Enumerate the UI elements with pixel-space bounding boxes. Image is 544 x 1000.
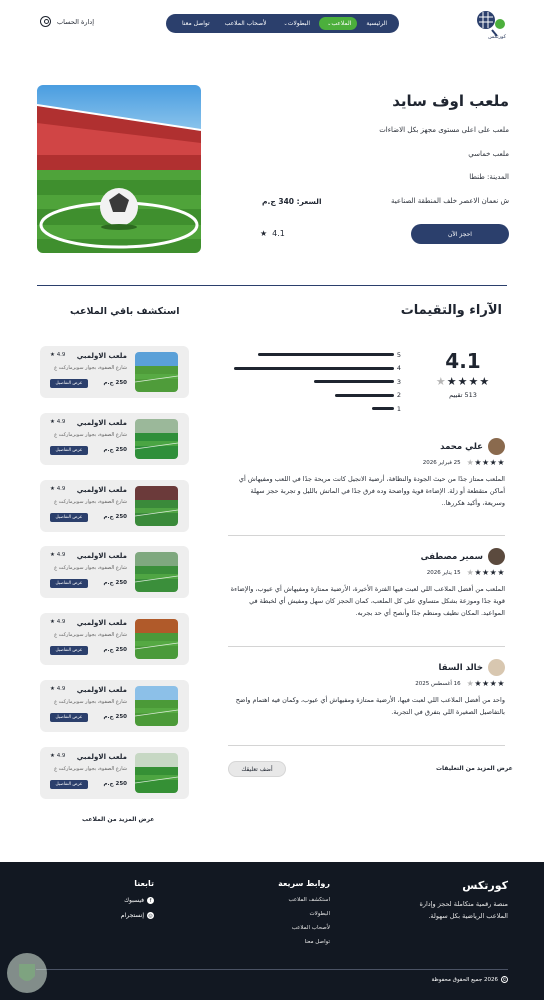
avatar [488,659,505,676]
stadium-card-rating [50,619,65,625]
copyright [431,976,508,983]
star-icon: ★ [479,375,491,388]
stadium-card[interactable] [40,346,189,398]
review-text: واحد من أفضل الملاعب اللي لعبت فيها، الأرضية ممتازة ومفيهاش أي عيوب، وكمان فيه اهتمام واضح بالتفاصيل الصغيرة اللي بتفرق في التجربة. [235,696,505,716]
average-stars [423,375,503,388]
stadium-card-title: ملعب الاولمبي [76,686,127,694]
stadium-card-rating [50,686,65,692]
stadium-card-rating-value: 4.9 [56,552,66,559]
star-icon: ★ [474,568,482,577]
footer-link-tournaments[interactable]: البطولات [309,911,330,917]
stadium-card[interactable] [40,747,189,799]
rating-bar-fill [234,367,394,370]
reviewer-name: علي محمد [440,441,483,452]
nav-item-0[interactable] [360,17,393,30]
more-comments-link[interactable]: عرض المزيد من التعليقات [436,765,513,772]
stadium-card-rating [50,419,65,425]
stadium-card-title: ملعب الاولمبي [76,752,127,761]
add-comment-button[interactable]: أضف تعليقك [228,761,286,777]
review-text: الملعب من أفضل الملاعب اللي لعبت فيها الفترة الأخيرة، الأرضية ممتازة ومفيهاش أي عيوب، والإضاءة قوية جدًا وموزعة بشكل متساوي على كل الملعب، كمان الحجز كان سهل ومفيش أي لخبطة في المواعيد. المكان نظيف ومنظم جدًا وأنصح أي حد بجربه. [230,585,505,617]
stadium-card-image [135,486,178,526]
star-icon: ★ [50,619,57,626]
stadium-card-title: ملعب الاولمبي [76,352,127,360]
stadium-card-address: شارع الصفوة، بجوار سوبرماركت ع [54,699,127,705]
reviews-heading: الآراء والتقيمات [400,303,502,318]
stadium-card-rating-value: 4.9 [56,619,66,626]
star-icon: ★ [50,686,57,692]
star-icon: ★ [474,679,482,688]
stadium-card-rating-value: 4.9 [56,752,66,759]
main-nav [166,14,399,33]
nav-item-label: لأصحاب الملاعب [224,20,267,27]
review-meta [228,458,505,467]
review-divider [228,745,505,746]
stadium-description: ملعب على اعلى مستوى مجهز بكل الاضاءات [379,126,509,134]
star-icon: ★ [466,568,475,577]
star-icon: ★ [474,458,482,467]
rating-bar-row [232,375,404,389]
stadium-card-address: شارع الصفوة، بجوار سوبرماركت ع [54,765,127,772]
review-divider [228,646,505,647]
review-item [228,438,505,509]
stadium-card[interactable] [40,680,189,732]
avatar [488,548,505,565]
stadium-title: ملعب اوف سايد [392,92,509,110]
star-icon: ★ [497,568,505,577]
rating-bar [234,394,394,397]
chevron-down-icon: ⌄ [283,20,288,27]
watermark-shield-icon [4,950,54,996]
nav-item-label: الملاعب [331,20,352,27]
stadium-card-image [135,619,178,659]
stadium-card-image [135,753,178,793]
nav-item-label: تواصل معنا [181,20,210,27]
instagram-label: إنستجرام [120,912,144,919]
review-header [228,438,505,455]
stadium-card-address: شارع الصفوة، بجوار سوبرماركت ع [54,565,127,572]
star-icon: ★ [457,375,469,388]
stadium-photo [37,85,201,253]
stadium-type: ملعب خماسي [468,150,509,158]
star-icon: ★ [260,229,268,238]
stadium-card-address: شارع الصفوة، بجوار سوبرماركت ع [54,431,127,438]
view-details-button[interactable]: عرض التفاصيل [50,446,88,455]
chevron-down-icon: ⌄ [327,20,332,27]
site-footer [0,862,544,1000]
review-header [228,548,505,565]
rating-bar-fill [335,394,394,397]
star-icon: ★ [489,679,498,688]
facebook-label: فيسبوك [124,897,144,904]
view-details-button[interactable]: عرض التفاصيل [50,379,88,388]
instagram-link[interactable] [121,912,154,919]
avatar [488,438,505,455]
reviewer-name: سمير مصطفى [420,551,483,562]
stadium-rating-value: 4.1 [272,229,285,238]
star-icon: ★ [435,375,447,388]
view-details-button[interactable]: عرض التفاصيل [50,579,88,588]
other-stadiums-heading: استكشف باقي الملاعب [70,306,180,317]
rating-bar [234,407,394,410]
rating-bar-fill [258,353,394,356]
more-stadiums-link[interactable]: عرض المزيد من الملاعب [82,816,155,823]
footer-follow-title: تابعنا [134,879,154,888]
star-icon: ★ [50,752,57,759]
review-stars [467,458,505,467]
account-menu[interactable] [40,16,94,27]
average-rating-value: 4.1 [445,349,481,373]
stadium-card-rating [50,552,65,558]
review-date: 16 أغسطس 2025 [415,680,461,687]
stadium-card[interactable] [40,480,189,532]
copyright-icon: © [502,977,507,982]
stadium-card-rating-value: 4.9 [56,418,66,425]
stadium-card-rating [50,352,65,358]
stadium-card-price: 250 ج.م [103,714,127,720]
rating-bar-label: 2 [396,391,402,400]
star-icon: ★ [481,679,490,688]
copyright-text: 2026 جميع الحقوق محفوظة [431,976,498,983]
review-item [228,548,505,619]
reviewer-name: خالد السقا [438,662,483,673]
star-icon: ★ [497,458,505,467]
star-icon: ★ [489,458,498,467]
instagram-icon: ◎ [148,912,153,919]
book-now-button[interactable]: احجز الآن [411,224,509,244]
logo-text: كورتكس [488,34,506,40]
review-date: 15 يناير 2026 [426,569,461,576]
average-rating [423,349,503,399]
stadium-card-image [135,419,178,459]
stadium-city: المدينة: طنطا [469,173,509,181]
nav-item-label: الرئيسية [366,20,387,27]
star-icon: ★ [466,679,475,688]
stadium-card-rating [50,753,65,759]
rating-bar-label: 5 [396,350,402,359]
stadium-card-rating-value: 4.9 [56,686,66,692]
star-icon: ★ [446,375,458,388]
stadium-card-price: 250 ج.م [103,513,127,520]
stadium-card-price: 250 ج.م [103,380,127,386]
stadium-card[interactable] [40,413,189,465]
rating-bar [234,353,394,356]
stadium-card[interactable] [40,613,189,665]
stadium-card-title: ملعب الاولمبي [76,552,127,561]
nav-item-3[interactable] [219,17,273,30]
footer-link-contact[interactable]: تواصل معنا [304,939,330,945]
stadium-card-image [135,552,178,592]
nav-item-4[interactable] [176,17,216,30]
star-icon: ★ [489,568,498,577]
rating-bar-fill [314,380,394,383]
star-icon: ★ [50,485,57,492]
star-icon: ★ [466,458,475,467]
account-label: إدارة الحساب [57,17,94,26]
nav-item-label: البطولات [287,20,311,27]
rating-bar-row [232,402,404,416]
star-icon: ★ [481,568,490,577]
stadium-card-address: شارع الصفوة، بجوار سوبرماركت ع [54,632,127,639]
stadium-card-title: ملعب الاولمبي [76,619,127,628]
stadium-card-price: 250 ج.م [103,446,127,453]
rating-bar-row [232,389,404,403]
review-header [228,659,505,676]
rating-bar-label: 4 [396,364,402,373]
review-divider [228,535,505,536]
stadium-rating [260,229,285,238]
footer-description: منصة رقمية متكاملة لحجز وإدارة الملاعب الرياضية بكل سهولة. [419,900,508,920]
view-details-button[interactable]: عرض التفاصيل [50,646,88,655]
stadium-card-image [135,352,178,392]
star-icon: ★ [497,679,505,688]
footer-links-title: روابط سريعة [278,879,330,888]
rating-bar-row [232,362,404,376]
facebook-link[interactable] [124,897,154,904]
footer-divider [36,969,508,970]
stadium-card[interactable] [40,546,189,598]
view-details-button[interactable]: عرض التفاصيل [50,513,88,522]
site-header [0,0,544,48]
rating-bar [234,380,394,383]
star-icon: ★ [481,458,490,467]
stadium-card-rating [50,486,65,492]
rating-count: 513 تقييم [449,391,477,399]
stadium-card-price: 250 ج.م [103,780,127,787]
stadium-price: السعر: 340 ج.م [262,197,322,206]
stadium-card-address: شارع الصفوة، بجوار سوبرماركت ع [54,365,127,371]
user-icon [40,16,51,27]
rating-bar-row [232,348,404,362]
review-meta [228,679,505,688]
rating-bar-fill [372,407,394,410]
star-icon: ★ [50,552,57,559]
stadium-card-address: شارع الصفوة، بجوار سوبرماركت ع [54,498,127,505]
star-icon: ★ [468,375,480,388]
review-date: 25 فبراير 2026 [422,459,461,466]
facebook-icon: f [147,897,154,904]
star-icon: ★ [50,418,57,425]
stadium-card-rating-value: 4.9 [56,352,66,358]
view-details-button[interactable]: عرض التفاصيل [50,713,88,722]
footer-link-owners[interactable]: لأصحاب الملاعب [291,925,330,931]
review-meta [228,568,505,577]
view-details-button[interactable]: عرض التفاصيل [50,780,88,789]
review-stars [467,568,505,577]
review-stars [467,679,505,688]
stadium-card-price: 250 ج.م [103,580,127,587]
nav-item-1[interactable] [319,17,357,30]
footer-link-stadiums[interactable]: استكشف الملاعب [288,897,330,903]
rating-bar-label: 3 [396,377,402,386]
rating-distribution [232,348,404,416]
nav-item-2[interactable] [276,17,317,30]
star-icon: ★ [50,352,57,358]
stadium-card-image [135,686,178,726]
rating-bar-label: 1 [396,404,402,413]
stadium-card-title: ملعب الاولمبي [76,418,127,427]
footer-brand: كورتكس [462,879,508,892]
rating-bar [234,367,394,370]
stadium-address: ش نعمان الاعصر خلف المنطقة الصناعية [391,197,509,205]
stadium-card-rating-value: 4.9 [56,485,66,492]
stadium-card-title: ملعب الاولمبي [76,485,127,494]
review-item [228,659,505,718]
stadium-card-price: 250 ج.م [103,647,127,654]
review-text: الملعب ممتاز جدًا من حيث الجودة والنظافة، أرضية الانجيل كانت مريحة جدًا في اللعب ومفيهاش أي أماكن متقطعة أو زلة. الإضاءة قوية وواضحة وده فرق جدًا في الماتش بالليل و تجربة حجز سهلة وسريعة، وأكيد هكررها.. [238,475,505,507]
section-divider [37,285,507,286]
